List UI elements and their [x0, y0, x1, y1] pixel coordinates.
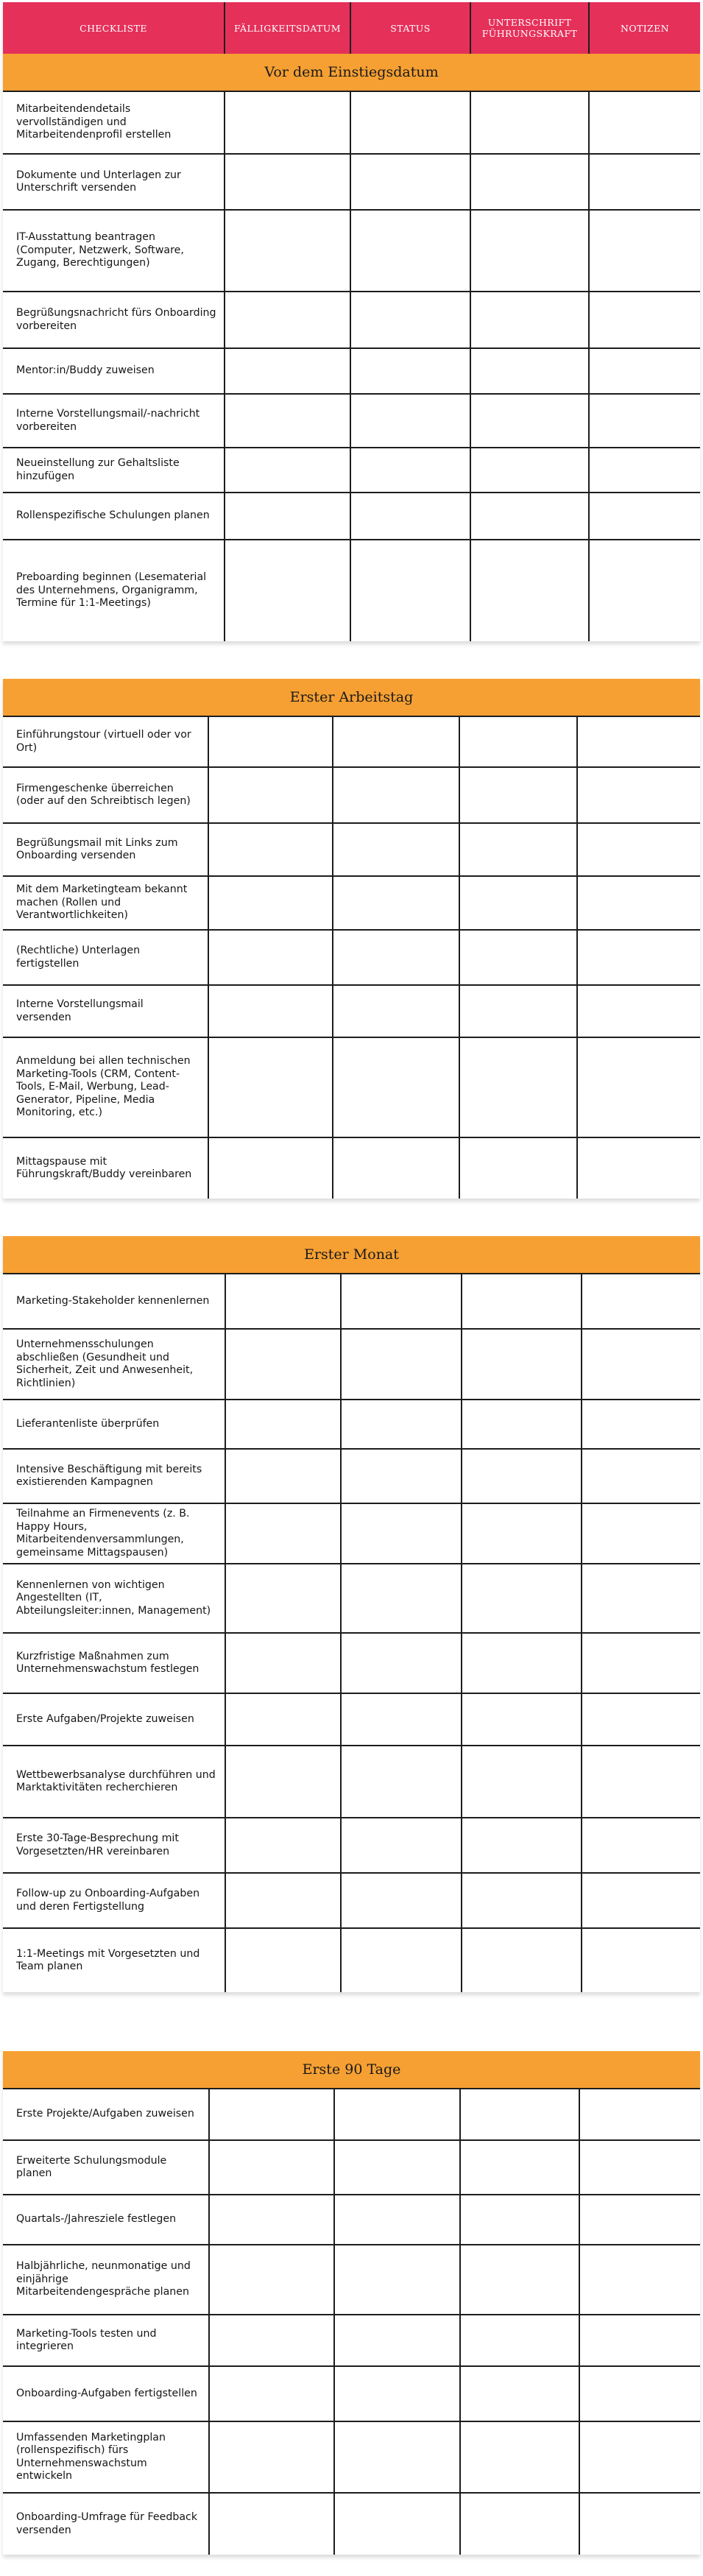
notes-cell[interactable]	[578, 768, 700, 822]
task-text: Follow-up zu Onboarding-Aufgaben und deren Fertigstellung	[3, 1874, 226, 1927]
task-text: 1:1-Meetings mit Vorgesetzten und Team planen	[3, 1929, 226, 1992]
notes-cell[interactable]	[580, 2089, 700, 2139]
status-cell[interactable]	[333, 717, 460, 766]
task-text: Teilnahme an Firmenevents (z. B. Happy Hours, Mitarbeitendenversammlungen, gemeinsame Mittagspausen)	[3, 1504, 226, 1563]
checklist-row	[3, 1400, 700, 1450]
task-text: Interne Vorstellungsmail/-nachricht vorbereiten	[3, 395, 225, 447]
task-text: (Rechtliche) Unterlagen fertigstellen	[3, 931, 209, 984]
checklist-row	[3, 1138, 700, 1199]
due-date-cell[interactable]	[209, 877, 333, 929]
notes-cell[interactable]	[590, 395, 700, 447]
notes-cell[interactable]	[590, 448, 700, 492]
task-text: Mittagspause mit Führungskraft/Buddy vereinbaren	[3, 1138, 209, 1199]
checklist-row	[3, 931, 700, 986]
task-text: Dokumente und Unterlagen zur Unterschrift versenden	[3, 155, 225, 209]
due-date-cell[interactable]	[226, 1564, 342, 1632]
checklist-row	[3, 1274, 700, 1330]
signature-cell[interactable]	[471, 211, 590, 291]
status-cell[interactable]	[335, 2245, 461, 2314]
header-notes: NOTIZEN	[620, 22, 669, 34]
checklist-row	[3, 1330, 700, 1400]
due-date-cell[interactable]	[225, 92, 351, 153]
due-date-cell[interactable]	[226, 1400, 342, 1448]
due-date-cell[interactable]	[209, 1038, 333, 1137]
checklist-row	[3, 2422, 700, 2494]
status-cell[interactable]	[335, 2422, 461, 2492]
status-cell[interactable]	[333, 1038, 460, 1137]
notes-cell[interactable]	[578, 1138, 700, 1199]
signature-cell[interactable]	[462, 1450, 582, 1503]
task-text: Erste Projekte/Aufgaben zuweisen	[3, 2089, 210, 2139]
signature-cell[interactable]	[462, 1330, 582, 1399]
checklist-row	[3, 292, 700, 349]
signature-cell[interactable]	[461, 2141, 580, 2194]
signature-cell[interactable]	[461, 2367, 580, 2421]
notes-cell[interactable]	[578, 931, 700, 984]
due-date-cell[interactable]	[225, 292, 351, 347]
notes-cell[interactable]	[578, 824, 700, 875]
due-date-cell[interactable]	[226, 1504, 342, 1563]
signature-cell[interactable]	[460, 931, 578, 984]
notes-cell[interactable]	[578, 717, 700, 766]
notes-cell[interactable]	[582, 1504, 700, 1563]
checklist-block-first-month	[3, 1236, 700, 1992]
notes-cell[interactable]	[590, 211, 700, 291]
notes-cell[interactable]	[580, 2315, 700, 2365]
notes-cell[interactable]	[582, 1929, 700, 1992]
status-cell[interactable]	[351, 92, 471, 153]
notes-cell[interactable]	[580, 2494, 700, 2555]
section-rows	[3, 2089, 700, 2555]
notes-cell[interactable]	[590, 493, 700, 539]
signature-cell[interactable]	[471, 448, 590, 492]
due-date-cell[interactable]	[225, 395, 351, 447]
section-title: Erster Monat	[3, 1236, 700, 1274]
status-cell[interactable]	[351, 493, 471, 539]
task-text: Onboarding-Umfrage für Feedback versenden	[3, 2494, 210, 2555]
table-header	[3, 2, 700, 54]
status-cell[interactable]	[342, 1564, 462, 1632]
status-cell[interactable]	[342, 1694, 462, 1745]
due-date-cell[interactable]	[226, 1874, 342, 1927]
notes-cell[interactable]	[590, 349, 700, 393]
task-text: Einführungstour (virtuell oder vor Ort)	[3, 717, 209, 766]
checklist-row	[3, 1818, 700, 1874]
checklist-row	[3, 1038, 700, 1138]
status-cell[interactable]	[342, 1634, 462, 1693]
checklist-row	[3, 349, 700, 395]
notes-cell[interactable]	[582, 1564, 700, 1632]
status-cell[interactable]	[333, 1138, 460, 1199]
signature-cell[interactable]	[471, 292, 590, 347]
task-text: Mit dem Marketingteam bekannt machen (Rollen und Verantwortlichkeiten)	[3, 877, 209, 929]
checklist-row	[3, 2245, 700, 2315]
status-cell[interactable]	[342, 1504, 462, 1563]
checklist-row	[3, 448, 700, 493]
checklist-row	[3, 2195, 700, 2245]
header-manager-signature: UNTERSCHRIFT FÜHRUNGSKRAFT	[471, 2, 590, 54]
due-date-cell[interactable]	[210, 2195, 335, 2244]
due-date-cell[interactable]	[225, 448, 351, 492]
checklist-row	[3, 877, 700, 931]
signature-cell[interactable]	[462, 1564, 582, 1632]
signature-cell[interactable]	[460, 768, 578, 822]
section-title: Erste 90 Tage	[3, 2051, 700, 2089]
header-checklist: CHECKLISTE	[3, 2, 225, 54]
signature-cell[interactable]	[460, 824, 578, 875]
notes-cell[interactable]	[580, 2195, 700, 2244]
task-text: Marketing-Tools testen und integrieren	[3, 2315, 210, 2365]
signature-cell[interactable]	[462, 1874, 582, 1927]
notes-cell[interactable]	[590, 292, 700, 347]
checklist-row	[3, 155, 700, 211]
checklist-row	[3, 2141, 700, 2195]
due-date-cell[interactable]	[210, 2315, 335, 2365]
status-cell[interactable]	[333, 931, 460, 984]
task-text: Erste Aufgaben/Projekte zuweisen	[3, 1694, 226, 1745]
due-date-cell[interactable]	[210, 2367, 335, 2421]
checklist-row	[3, 540, 700, 641]
notes-cell[interactable]	[582, 1274, 700, 1328]
signature-cell[interactable]	[462, 1274, 582, 1328]
checklist-row	[3, 1929, 700, 1992]
checklist-block-first-90-days	[3, 2051, 700, 2555]
task-text: Rollenspezifische Schulungen planen	[3, 493, 225, 539]
task-text: Kennenlernen von wichtigen Angestellten (IT, Abteilungsleiter:innen, Management)	[3, 1564, 226, 1632]
status-cell[interactable]	[351, 349, 471, 393]
due-date-cell[interactable]	[210, 2141, 335, 2194]
notes-cell[interactable]	[582, 1400, 700, 1448]
status-cell[interactable]	[335, 2367, 461, 2421]
due-date-cell[interactable]	[209, 768, 333, 822]
notes-cell[interactable]	[582, 1746, 700, 1817]
status-cell[interactable]	[342, 1818, 462, 1872]
due-date-cell[interactable]	[210, 2245, 335, 2314]
due-date-cell[interactable]	[226, 1818, 342, 1872]
section-rows	[3, 92, 700, 641]
signature-cell[interactable]	[462, 1634, 582, 1693]
signature-cell[interactable]	[461, 2315, 580, 2365]
signature-cell[interactable]	[462, 1818, 582, 1872]
signature-cell[interactable]	[460, 1038, 578, 1137]
notes-cell[interactable]	[580, 2367, 700, 2421]
notes-cell[interactable]	[590, 92, 700, 153]
checklist-row	[3, 1564, 700, 1634]
due-date-cell[interactable]	[226, 1330, 342, 1399]
checklist-row	[3, 1746, 700, 1818]
notes-cell[interactable]	[580, 2245, 700, 2314]
signature-cell[interactable]	[460, 1138, 578, 1199]
signature-cell[interactable]	[460, 877, 578, 929]
signature-cell[interactable]	[461, 2195, 580, 2244]
signature-cell[interactable]	[461, 2422, 580, 2492]
status-cell[interactable]	[342, 1330, 462, 1399]
due-date-cell[interactable]	[225, 155, 351, 209]
status-cell[interactable]	[351, 292, 471, 347]
checklist-row	[3, 92, 700, 155]
checklist-row	[3, 1634, 700, 1694]
signature-cell[interactable]	[461, 2494, 580, 2555]
due-date-cell[interactable]	[226, 1746, 342, 1817]
checklist-row	[3, 2367, 700, 2422]
status-cell[interactable]	[335, 2089, 461, 2139]
task-text: Anmeldung bei allen technischen Marketing-Tools (CRM, Content-Tools, E-Mail, Werbung, Lead-Generator, Pipeline, Media Monitoring, etc.)	[3, 1038, 209, 1137]
status-cell[interactable]	[333, 768, 460, 822]
due-date-cell[interactable]	[210, 2422, 335, 2492]
signature-cell[interactable]	[471, 395, 590, 447]
checklist-row	[3, 1694, 700, 1746]
notes-cell[interactable]	[590, 155, 700, 209]
task-text: Erweiterte Schulungsmodule planen	[3, 2141, 210, 2194]
notes-cell[interactable]	[582, 1330, 700, 1399]
task-text: Wettbewerbsanalyse durchführen und Marktaktivitäten recherchieren	[3, 1746, 226, 1817]
status-cell[interactable]	[351, 540, 471, 641]
status-cell[interactable]	[333, 824, 460, 875]
status-cell[interactable]	[342, 1400, 462, 1448]
checklist-row	[3, 1874, 700, 1929]
notes-cell[interactable]	[582, 1634, 700, 1693]
checklist-row	[3, 986, 700, 1038]
checklist-block-before-start	[3, 2, 700, 641]
task-text: Erste 30-Tage-Besprechung mit Vorgesetzten/HR vereinbaren	[3, 1818, 226, 1872]
due-date-cell[interactable]	[226, 1450, 342, 1503]
task-text: Interne Vorstellungsmail versenden	[3, 986, 209, 1037]
task-text: Begrüßungsnachricht fürs Onboarding vorbereiten	[3, 292, 225, 347]
signature-cell[interactable]	[471, 349, 590, 393]
signature-cell[interactable]	[462, 1929, 582, 1992]
due-date-cell[interactable]	[226, 1634, 342, 1693]
due-date-cell[interactable]	[209, 986, 333, 1037]
header-status: STATUS	[351, 2, 471, 54]
due-date-cell[interactable]	[225, 211, 351, 291]
status-cell[interactable]	[335, 2494, 461, 2555]
signature-cell[interactable]	[460, 986, 578, 1037]
notes-cell[interactable]	[582, 1874, 700, 1927]
due-date-cell[interactable]	[210, 2494, 335, 2555]
signature-cell[interactable]	[461, 2245, 580, 2314]
checklist-row	[3, 211, 700, 292]
task-text: Marketing-Stakeholder kennenlernen	[3, 1274, 226, 1328]
section-rows	[3, 1274, 700, 1992]
task-text: Halbjährliche, neunmonatige und einjährige Mitarbeitendengespräche planen	[3, 2245, 210, 2314]
status-cell[interactable]	[342, 1874, 462, 1927]
task-text: Preboarding beginnen (Lesematerial des Unternehmens, Organigramm, Termine für 1:1-Meetings)	[3, 540, 225, 641]
notes-cell[interactable]	[590, 540, 700, 641]
checklist-row	[3, 768, 700, 824]
task-text: IT-Ausstattung beantragen (Computer, Netzwerk, Software, Zugang, Berechtigungen)	[3, 211, 225, 291]
status-cell[interactable]	[342, 1746, 462, 1817]
status-cell[interactable]	[335, 2195, 461, 2244]
due-date-cell[interactable]	[209, 1138, 333, 1199]
signature-cell[interactable]	[462, 1746, 582, 1817]
notes-cell[interactable]	[580, 2422, 700, 2492]
status-cell[interactable]	[342, 1274, 462, 1328]
section-title: Vor dem Einstiegsdatum	[3, 54, 700, 92]
due-date-cell[interactable]	[209, 717, 333, 766]
due-date-cell[interactable]	[225, 493, 351, 539]
signature-cell[interactable]	[460, 717, 578, 766]
status-cell[interactable]	[333, 877, 460, 929]
task-text: Mitarbeitendendetails vervollständigen und Mitarbeitendenprofil erstellen	[3, 92, 225, 153]
signature-cell[interactable]	[462, 1694, 582, 1745]
checklist-block-first-day	[3, 679, 700, 1199]
checklist-row	[3, 2494, 700, 2555]
status-cell[interactable]	[335, 2141, 461, 2194]
status-cell[interactable]	[342, 1450, 462, 1503]
status-cell[interactable]	[342, 1929, 462, 1992]
due-date-cell[interactable]	[209, 824, 333, 875]
checklist-row	[3, 2089, 700, 2141]
checklist-row	[3, 824, 700, 877]
notes-cell[interactable]	[582, 1694, 700, 1745]
signature-cell[interactable]	[462, 1504, 582, 1563]
checklist-row	[3, 717, 700, 768]
task-text: Quartals-/Jahresziele festlegen	[3, 2195, 210, 2244]
task-text: Kurzfristige Maßnahmen zum Unternehmenswachstum festlegen	[3, 1634, 226, 1693]
notes-cell[interactable]	[582, 1818, 700, 1872]
task-text: Umfassenden Marketingplan (rollenspezifisch) fürs Unternehmenswachstum entwickeln	[3, 2422, 210, 2492]
due-date-cell[interactable]	[210, 2089, 335, 2139]
notes-cell[interactable]	[578, 877, 700, 929]
notes-cell[interactable]	[578, 986, 700, 1037]
checklist-row	[3, 1504, 700, 1564]
section-title: Erster Arbeitstag	[3, 679, 700, 717]
checklist-row	[3, 395, 700, 448]
status-cell[interactable]	[351, 211, 471, 291]
checklist-row	[3, 493, 700, 540]
due-date-cell[interactable]	[209, 931, 333, 984]
signature-cell[interactable]	[471, 493, 590, 539]
due-date-cell[interactable]	[225, 349, 351, 393]
due-date-cell[interactable]	[226, 1929, 342, 1992]
task-text: Lieferantenliste überprüfen	[3, 1400, 226, 1448]
status-cell[interactable]	[351, 395, 471, 447]
due-date-cell[interactable]	[226, 1694, 342, 1745]
signature-cell[interactable]	[462, 1400, 582, 1448]
section-rows	[3, 717, 700, 1199]
due-date-cell[interactable]	[226, 1274, 342, 1328]
signature-cell[interactable]	[471, 540, 590, 641]
signature-cell[interactable]	[461, 2089, 580, 2139]
task-text: Begrüßungsmail mit Links zum Onboarding versenden	[3, 824, 209, 875]
status-cell[interactable]	[333, 986, 460, 1037]
task-text: Intensive Beschäftigung mit bereits existierenden Kampagnen	[3, 1450, 226, 1503]
status-cell[interactable]	[351, 448, 471, 492]
task-text: Unternehmensschulungen abschließen (Gesundheit und Sicherheit, Zeit und Anwesenheit, Richtlinien)	[3, 1330, 226, 1399]
checklist-row	[3, 2315, 700, 2367]
notes-cell[interactable]	[578, 1038, 700, 1137]
status-cell[interactable]	[335, 2315, 461, 2365]
signature-cell[interactable]	[471, 92, 590, 153]
signature-cell[interactable]	[471, 155, 590, 209]
task-text: Onboarding-Aufgaben fertigstellen	[3, 2367, 210, 2421]
header-due-date: FÄLLIGKEITSDATUM	[225, 2, 351, 54]
task-text: Mentor:in/Buddy zuweisen	[3, 349, 225, 393]
checklist-row	[3, 1450, 700, 1504]
notes-cell[interactable]	[580, 2141, 700, 2194]
task-text: Neueinstellung zur Gehaltsliste hinzufügen	[3, 448, 225, 492]
status-cell[interactable]	[351, 155, 471, 209]
due-date-cell[interactable]	[225, 540, 351, 641]
notes-cell[interactable]	[582, 1450, 700, 1503]
task-text: Firmengeschenke überreichen (oder auf den Schreibtisch legen)	[3, 768, 209, 822]
